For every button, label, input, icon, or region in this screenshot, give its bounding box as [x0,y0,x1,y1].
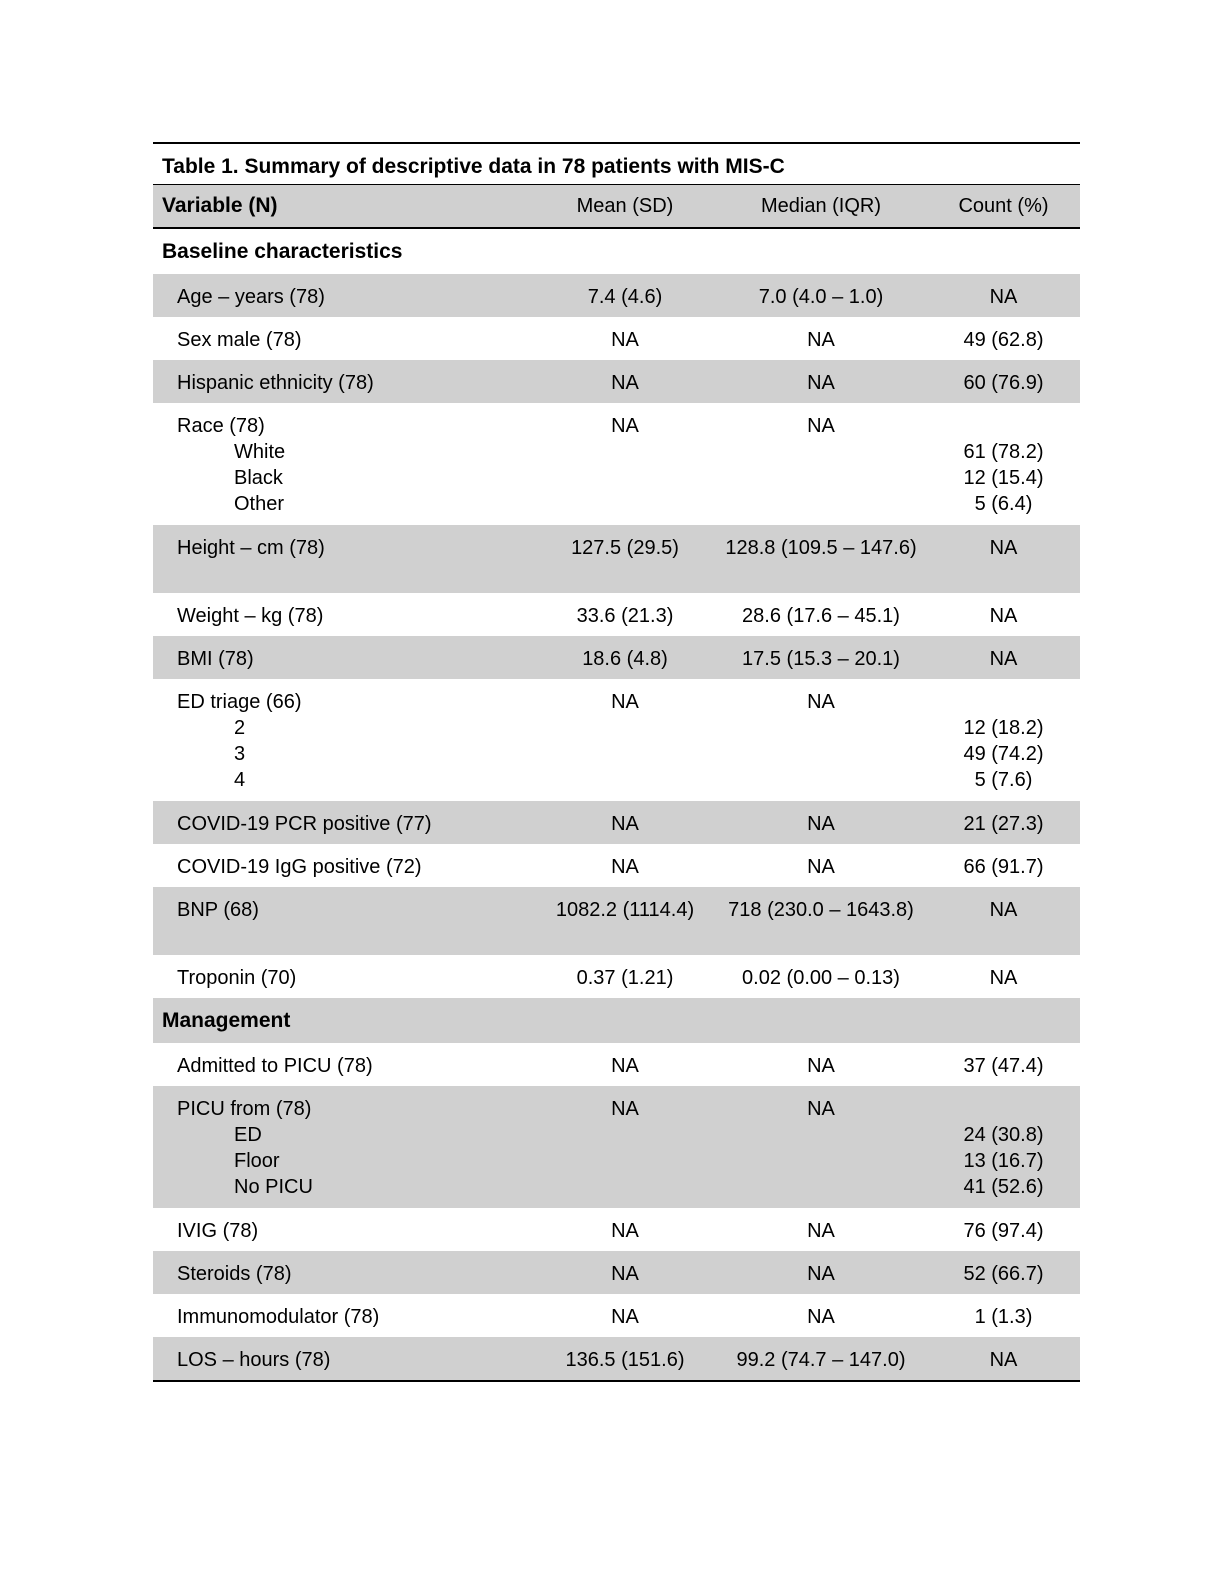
variable-label: Height – cm (78) [177,537,325,559]
column-header-median: Median (IQR) [760,194,882,217]
subcategory-count: 41 (52.6) [963,1176,1044,1198]
section-heading: Management [153,998,1080,1043]
variable-cell [153,801,553,844]
median-cell: 7.0 (4.0 – 1.0) [758,286,884,308]
variable-label: LOS – hours (78) [177,1349,331,1371]
count-cell [945,679,1062,801]
variable-label: Weight – kg (78) [177,605,324,627]
variable-cell [153,844,553,887]
mean-cell: NA [611,691,639,713]
variable-label: Immunomodulator (78) [177,1306,380,1328]
count-value [945,413,1062,439]
mean-cell: NA [611,329,639,351]
variable-cell [153,955,553,998]
variable-label: Troponin (70) [177,967,297,989]
variable-label: BMI (78) [177,648,254,670]
count-value [945,689,1062,715]
subcategory-label: Black [234,467,283,489]
variable-label: IVIG (78) [177,1220,259,1242]
subcategory-count: 13 (16.7) [963,1150,1044,1172]
count-cell: NA [989,967,1018,989]
table-header-row [153,185,1080,229]
table-row [153,1294,1080,1337]
count-cell: 37 (47.4) [963,1055,1044,1077]
median-cell: 17.5 (15.3 – 20.1) [742,648,900,670]
variable-label: Sex male (78) [177,329,302,351]
count-value [945,1096,1062,1122]
mean-cell: NA [611,1098,639,1120]
mean-cell: 1082.2 (1114.4) [555,899,695,921]
subcategory-count: 49 (74.2) [963,743,1044,765]
column-header-count: Count (%) [958,194,1049,217]
variable-cell [153,1208,553,1251]
count-cell: 21 (27.3) [963,813,1044,835]
table-row [153,1337,1080,1380]
column-header-variable: Variable (N) [162,194,278,217]
median-cell: 718 (230.0 – 1643.8) [728,899,914,921]
mean-cell: 127.5 (29.5) [571,537,679,559]
subcategory-label: White [234,441,286,463]
variable-label: BNP (68) [177,899,259,921]
variable-label: Hispanic ethnicity (78) [177,372,374,394]
count-cell [945,1086,1062,1208]
variable-label: ED triage (66) [177,691,302,713]
variable-cell [153,679,553,801]
median-cell: NA [807,329,835,351]
variable-label: Age – years (78) [177,286,325,308]
median-cell: 128.8 (109.5 – 147.6) [725,537,917,559]
subcategory-count: 12 (18.2) [963,717,1044,739]
table-row [153,593,1080,636]
table-row [153,360,1080,403]
subcategory-count: 24 (30.8) [963,1124,1044,1146]
variable-cell [153,403,553,525]
count-cell: 52 (66.7) [963,1263,1044,1285]
mean-cell: 136.5 (151.6) [565,1349,685,1371]
variable-label: Steroids (78) [177,1263,292,1285]
variable-label: Race (78) [177,415,265,437]
table-row [153,636,1080,679]
variable-cell [153,636,553,679]
variable-cell [153,593,553,636]
mean-cell: 7.4 (4.6) [587,286,663,308]
subcategory-label: 3 [234,743,246,765]
subcategory-label: 2 [234,717,246,739]
column-header-mean: Mean (SD) [576,194,674,217]
variable-cell [153,1086,553,1208]
subcategory-label: Floor [234,1150,280,1172]
subcategory-count: 5 (6.4) [974,493,1033,515]
mean-cell: NA [611,1306,639,1328]
mean-cell: NA [611,1055,639,1077]
table-row [153,955,1080,998]
subcategory-count: 5 (7.6) [974,769,1033,791]
mean-cell: 33.6 (21.3) [576,605,674,627]
variable-label: COVID-19 IgG positive (72) [177,856,422,878]
table-bottom-rule [153,1380,1080,1382]
median-cell: NA [807,691,835,713]
count-cell: NA [989,899,1018,921]
variable-label: PICU from (78) [177,1098,312,1120]
median-cell: NA [807,415,835,437]
median-cell: NA [807,1306,835,1328]
median-cell: NA [807,372,835,394]
section-heading: Baseline characteristics [162,240,403,263]
median-cell: 0.02 (0.00 – 0.13) [742,967,900,989]
count-cell: 1 (1.3) [974,1306,1033,1328]
table-row [153,679,1080,801]
variable-cell [153,360,553,403]
median-cell: 28.6 (17.6 – 45.1) [742,605,900,627]
mean-cell: NA [611,415,639,437]
table-row [153,844,1080,887]
table-row [153,403,1080,525]
median-cell: NA [807,1098,835,1120]
subcategory-count: 12 (15.4) [963,467,1044,489]
table-row [153,1043,1080,1086]
variable-cell [153,274,553,317]
mean-cell: 18.6 (4.8) [582,648,668,670]
count-cell: 66 (91.7) [963,856,1044,878]
count-cell: NA [989,537,1018,559]
median-cell: NA [807,1220,835,1242]
variable-cell [153,1251,553,1294]
variable-cell [153,525,553,593]
count-cell: 76 (97.4) [963,1220,1044,1242]
count-cell: NA [989,648,1018,670]
count-cell: NA [989,605,1018,627]
table-body [153,229,1080,1380]
mean-cell: NA [611,372,639,394]
variable-cell [153,1043,553,1086]
median-cell: NA [807,1055,835,1077]
mean-cell: NA [611,1220,639,1242]
variable-cell [153,1294,553,1337]
variable-cell [153,1337,553,1380]
variable-cell [153,317,553,360]
subcategory-count: 61 (78.2) [963,441,1044,463]
median-cell: NA [807,813,835,835]
median-cell: 99.2 (74.7 – 147.0) [736,1349,906,1371]
subcategory-label: ED [234,1124,262,1146]
count-cell: NA [989,1349,1018,1371]
table-row [153,274,1080,317]
median-cell: NA [807,856,835,878]
table-row [153,1208,1080,1251]
table-row [153,801,1080,844]
mean-cell: 0.37 (1.21) [576,967,674,989]
summary-table [153,142,1080,1382]
count-cell [945,403,1062,525]
count-cell: 60 (76.9) [963,372,1044,394]
variable-label: Admitted to PICU (78) [177,1055,373,1077]
subcategory-label: No PICU [234,1176,313,1198]
median-cell: NA [807,1263,835,1285]
table-row [153,887,1080,955]
table-row [153,317,1080,360]
table-caption: Table 1. Summary of descriptive data in 78 patients with MIS-C [153,142,1080,185]
variable-cell [153,887,553,955]
table-row [153,1086,1080,1208]
subcategory-label: Other [234,493,285,515]
table-row [153,1251,1080,1294]
variable-label: COVID-19 PCR positive (77) [177,813,432,835]
mean-cell: NA [611,856,639,878]
mean-cell: NA [611,813,639,835]
mean-cell: NA [611,1263,639,1285]
subcategory-label: 4 [234,769,246,791]
count-cell: 49 (62.8) [963,329,1044,351]
count-cell: NA [989,286,1018,308]
table-row [153,525,1080,593]
